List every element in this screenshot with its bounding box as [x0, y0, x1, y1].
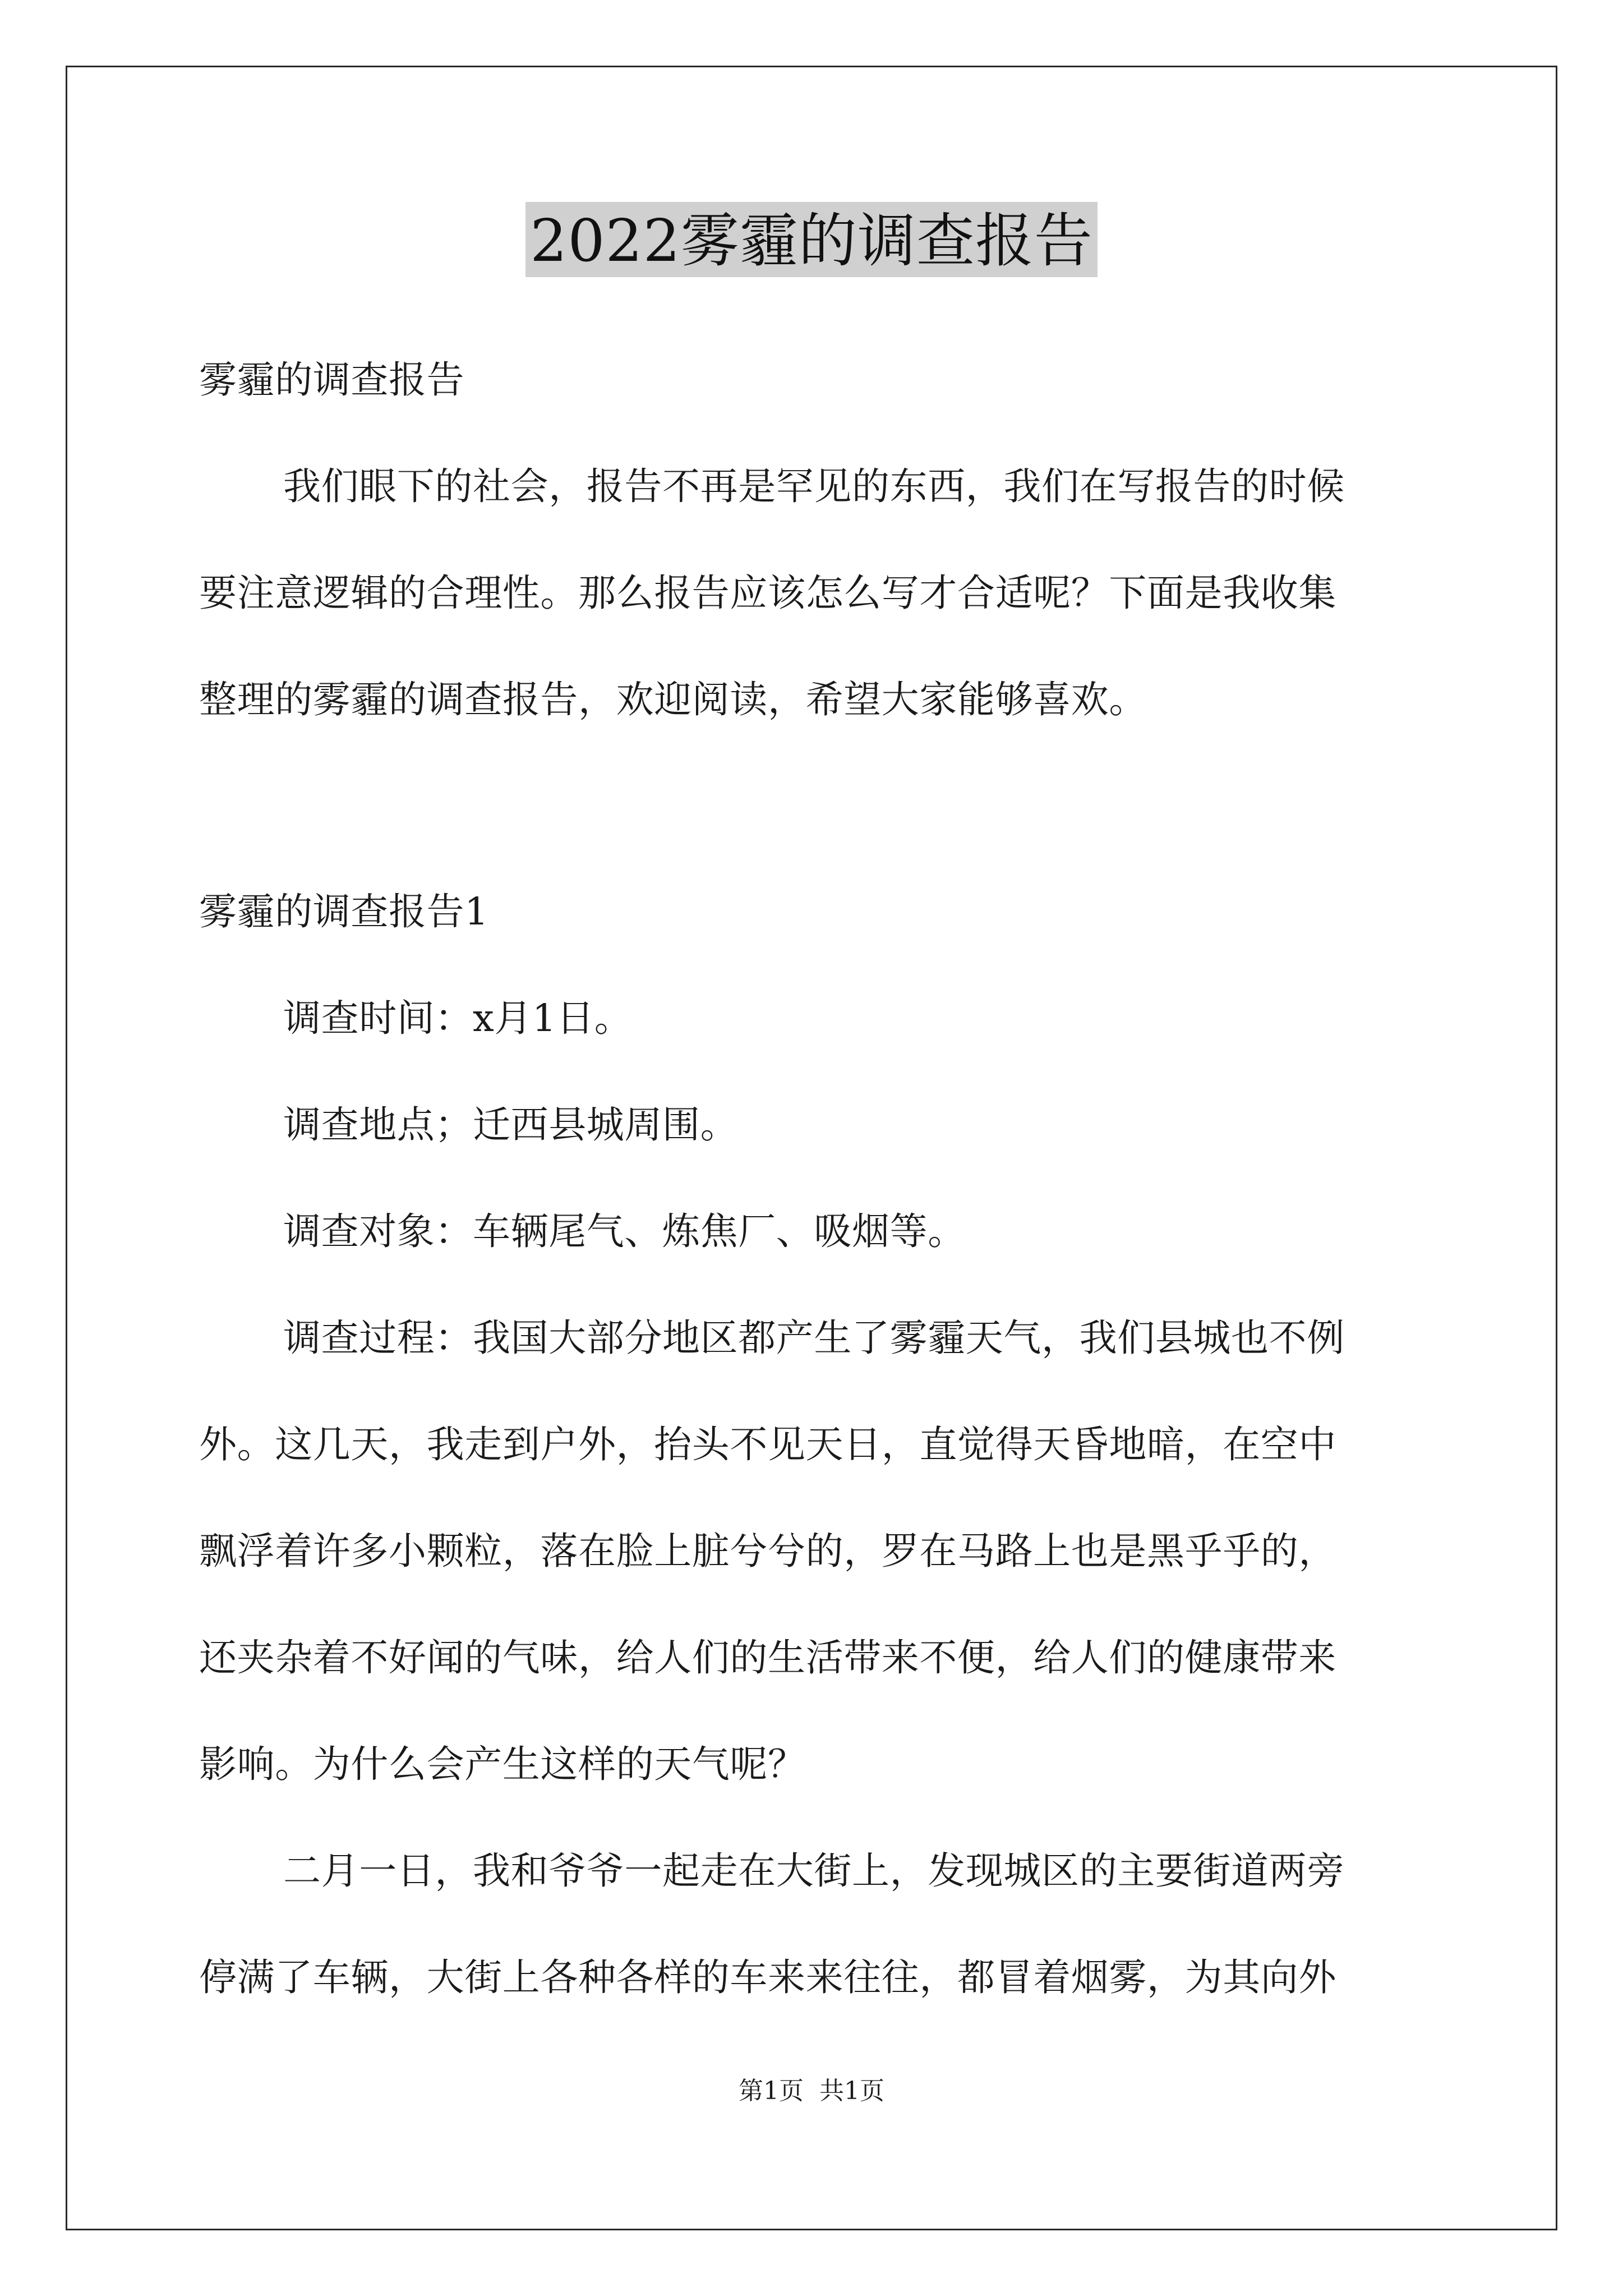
section-heading: 雾霾的调查报告1: [199, 890, 489, 933]
process-line-3: 飘浮着许多小颗粒，落在脸上脏兮兮的，罗在马路上也是黑乎乎的，: [199, 1529, 1336, 1573]
process-line-5: 影响。为什么会产生这样的天气呢？: [199, 1742, 806, 1786]
intro-line-1: 我们眼下的社会，报告不再是罕见的东西，我们在写报告的时候: [283, 464, 1345, 508]
survey-time: 调查时间：x月1日。: [283, 996, 633, 1040]
page-number: 第1页: [739, 2077, 804, 2105]
document-title: 2022雾霾的调查报告: [525, 202, 1098, 277]
process-line-4: 还夹杂着不好闻的气味，给人们的生活带来不便，给人们的健康带来: [199, 1636, 1336, 1680]
observation-line-2: 停满了车辆，大街上各种各样的车来来往往，都冒着烟雾，为其向外: [199, 1955, 1336, 1999]
process-line-2: 外。这几天，我走到户外，抬头不见天日，直觉得天昏地暗，在空中: [199, 1423, 1336, 1466]
survey-subject: 调查对象：车辆尾气、炼焦厂、吸烟等。: [283, 1209, 966, 1253]
intro-line-2: 要注意逻辑的合理性。那么报告应该怎么写才合适呢？下面是我收集: [199, 571, 1336, 615]
intro-line-3: 整理的雾霾的调查报告，欢迎阅读，希望大家能够喜欢。: [199, 678, 1147, 721]
observation-line-1: 二月一日，我和爷爷一起走在大街上，发现城区的主要街道两旁: [283, 1849, 1345, 1893]
document-subtitle: 雾霾的调查报告: [199, 358, 465, 402]
page-total: 共1页: [819, 2077, 884, 2105]
title-wrapper: [0, 202, 1623, 277]
survey-place: 调查地点；迁西县城周围。: [283, 1103, 739, 1147]
process-line-1: 调查过程：我国大部分地区都产生了雾霾天气，我们县城也不例: [283, 1316, 1345, 1360]
page-footer: [0, 2076, 1623, 2107]
